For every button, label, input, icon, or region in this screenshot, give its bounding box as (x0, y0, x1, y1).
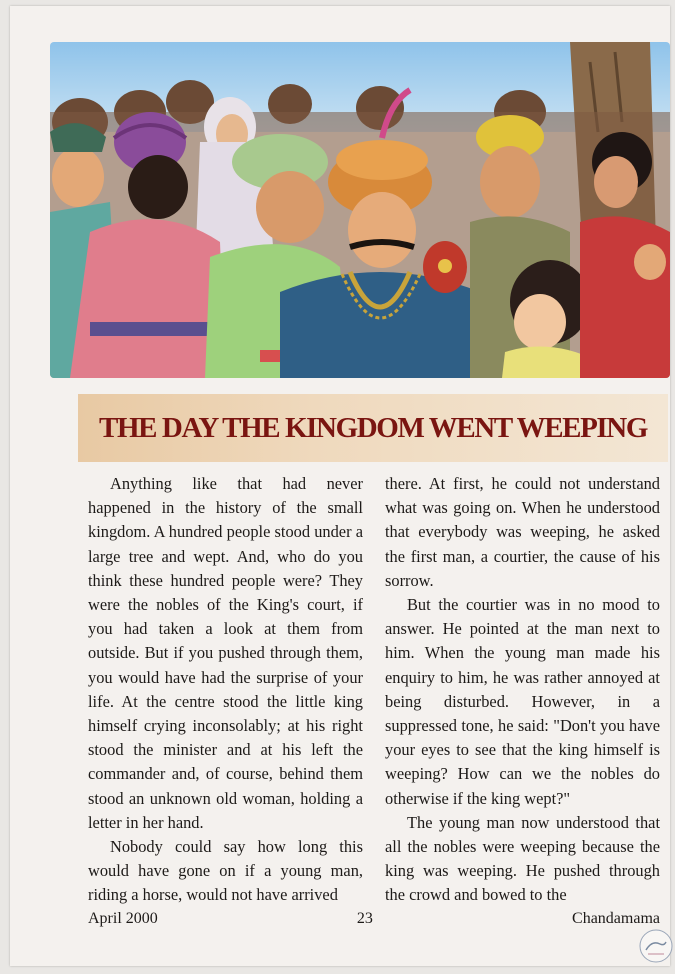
paragraph: Nobody could say how long this would have gone on if a young man, riding a horse, would not have arrived (88, 837, 363, 905)
paragraph: But the courtier was in no mood to answer. He pointed at the man next to him. When the young man made his enquiry to him, he was rather annoyed at being disturbed. However, in a suppressed tone, he said: "Don't you have your eyes to see that the king himself is weeping? How can we the nobles do otherwise if the king wept?" (385, 595, 660, 808)
paragraph: Anything like that had never happened in the history of the small kingdom. A hundred people stood under a large tree and wept. And, who do you think these hundred people were? They were the nobles of the King's court, if you had taken a look at them from outside. But if you pushed through them, you would have had the surprise of your life. At the centre stood the little king himself crying inconsolably; at his right stood the minister and at his left the commander and, of course, behind them stood an unknown old woman, holding a letter in her hand. (88, 474, 363, 832)
story-illustration (50, 42, 670, 378)
right-column (385, 472, 660, 908)
paragraph: The young man now understood that all the nobles were weeping because the king was weeping. He pushed through the crowd and bowed to the (385, 812, 660, 905)
page-number: 23 (356, 910, 373, 927)
story-title: THE DAY THE KINGDOM WENT WEEPING (99, 411, 647, 444)
magazine-name: Chandamama (572, 910, 660, 927)
paragraph: there. At first, he could not understand what was going on. When he understood that everybody was weeping, he asked the first man, a courtier, the cause of his sorrow. (385, 474, 660, 590)
crowd-weeping-illustration (50, 42, 670, 378)
issue-date: April 2000 (88, 910, 158, 927)
left-column (88, 472, 363, 908)
page (10, 6, 670, 966)
page-footer (88, 910, 660, 930)
title-band (78, 394, 668, 462)
publisher-logo-icon (638, 928, 674, 964)
story-body (88, 472, 660, 908)
